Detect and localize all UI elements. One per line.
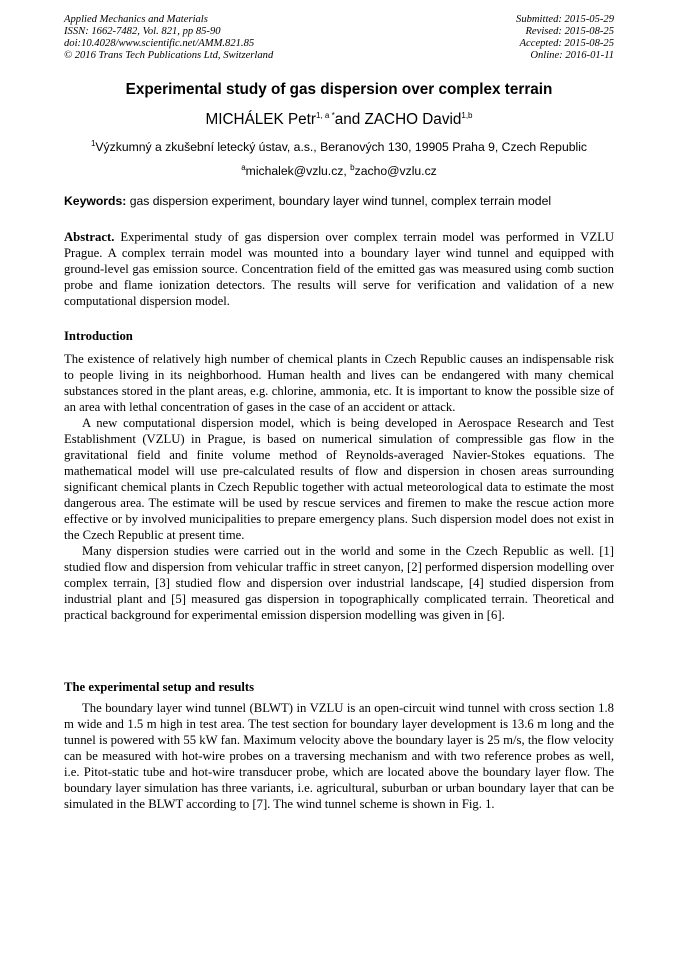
journal-issn: ISSN: 1662-7482, Vol. 821, pp 85-90 (64, 26, 221, 37)
setup-heading: The experimental setup and results (64, 680, 255, 694)
abstract-text: Experimental study of gas dispersion over complex terrain model was performed in VZLU Prague. A complex terrain model was mounted into a boundary layer wind tunnel and equipped with ground-level gas emission source. Concentration field of the emitted gas was measured using comb suction probe and flame ionization detectors. The results will serve for verification and validation of a new computational dispersion model. (64, 230, 614, 308)
keywords (64, 194, 614, 208)
setup-paragraph-1: The boundary layer wind tunnel (BLWT) in VZLU is an open-circuit wind tunnel with cross section 1.8 m wide and 1.5 m high in test area. The test section for boundary layer development is 13.6 m long and the tunnel is powered with 55 kW fan. Maximum velocity above the boundary layer is 25 m/s, the flow velocity can be measured with hot-wire probes on a traversing mechanism and with two reference probes as well, i.e. Pitot-static tube and hot-wire transducer probe, which are located above the boundary layer flow. The boundary layer simulation has three variants, i.e. agricultural, suburban or urban boundary layer that can be simulated in the BLWT according to [7]. The wind tunnel scheme is shown in Fig. 1. (64, 701, 614, 811)
author-2: and ZACHO David (334, 111, 462, 128)
journal-copyright: © 2016 Trans Tech Publications Ltd, Switzerland (64, 50, 274, 61)
abstract-label: Abstract. (64, 230, 115, 244)
email-b: zacho@vzlu.cz (354, 164, 437, 178)
author-emails (0, 164, 678, 178)
introduction-body (64, 351, 614, 623)
journal-name: Applied Mechanics and Materials (64, 14, 208, 25)
date-accepted: Accepted: 2015-08-25 (519, 38, 614, 49)
keywords-label: Keywords: (64, 194, 127, 208)
affiliation (0, 140, 678, 154)
keywords-text: gas dispersion experiment, boundary layer wind tunnel, complex terrain model (126, 194, 552, 208)
introduction-heading: Introduction (64, 329, 133, 343)
intro-paragraph-3: Many dispersion studies were carried out in the world and some in the Czech Republic as well. [1] studied flow and dispersion from vehicular traffic in street canyon, [2] performed dispersion modelling over complex terrain, [3] studied flow and dispersion over industrial landscape, [4] studied dispersion from industrial plant and [5] measured gas dispersion in topographically complicated terrain. Theoretical and practical background for experimental emission dispersion modelling was given in [6]. (64, 544, 614, 622)
publication-dates (516, 14, 614, 62)
intro-paragraph-2: A new computational dispersion model, which is being developed in Aerospace Research and Test Establishment (VZLU) in Prague, is based on numerical simulation of compressible gas flow in the gravitational field and finite volume method of Reynolds-averaged Navier-Stokes equations. The mathematical model will use pre-calculated results of flow and dispersion in chosen areas surrounding significant chemical plants in Czech Republic together with actual meteorological data to estimate the most dangerous area. The estimate will be used by rescue services and firemen to make the rescue action more effective or by involved municipalities to prepare emergency plans. Such dispersion model does not exist in the Czech Republic at present time. (64, 416, 614, 542)
author-list (0, 111, 678, 129)
journal-doi: doi:10.4028/www.scientific.net/AMM.821.85 (64, 38, 255, 49)
journal-info (64, 14, 273, 62)
email-b-mark: b (350, 162, 355, 172)
date-online: Online: 2016-01-11 (530, 50, 614, 61)
email-a-mark: a (241, 162, 246, 172)
email-a: michalek@vzlu.cz, (245, 164, 351, 178)
abstract (64, 229, 614, 309)
affiliation-mark: 1 (90, 138, 96, 148)
setup-body (64, 700, 614, 812)
affiliation-text: Výzkumný a zkušební letecký ústav, a.s., Beranových 130, 19905 Praha 9, Czech Republic (95, 140, 588, 154)
intro-paragraph-1: The existence of relatively high number of chemical plants in Czech Republic causes an indispensable risk to people living in its neighborhood. Human health and lives can be endangered with many chemical substances stored in the plant areas, e.g. chlorine, ammonia, etc. It is important to know the possible size of an area with lethal concentration of gases in the case of an accident or attack. (64, 352, 614, 414)
author-1-affiliation-mark: 1, a * (316, 110, 335, 120)
date-revised: Revised: 2015-08-25 (525, 26, 614, 37)
date-submitted: Submitted: 2015-05-29 (516, 14, 614, 25)
author-2-affiliation-mark: 1,b (461, 110, 473, 120)
paper-title: Experimental study of gas dispersion over complex terrain (125, 81, 553, 98)
author-1: MICHÁLEK Petr (205, 111, 317, 128)
